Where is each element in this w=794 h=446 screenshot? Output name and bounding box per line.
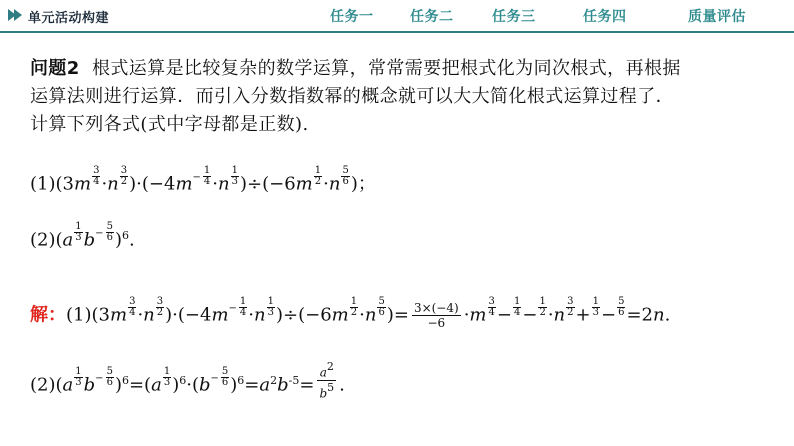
problem-text-3: 计算下列各式(式中字母都是正数). <box>30 114 309 135</box>
solution-1-result: =2 <box>626 304 653 326</box>
problem-line-1 <box>30 55 770 83</box>
coefficient-fraction <box>412 301 461 330</box>
question-2-expression: (2)(a $\frac{1}{3}$ b− $\frac{5}{6}$ )$^6$. <box>30 221 135 251</box>
solution-1-expression: 解：(1)(3m $\frac{3}{4}$ ·n $\frac{3}{2}$ )·(−4m− $\frac{1}{4}$ ·n $\frac{1}{3}$ )÷(−6m $\frac{1}{2}$ ·n $\frac{5}{6}$ )= $\frac{3\times(-4)}{-6}$ ·m $\frac{3}{4}$ − $\frac{1}{4}$ − $\frac{1}{2}$ ·n $\frac{3}{2}$ + $\frac{1}{3}$ − $\frac{5}{6}$ =2n. <box>30 296 671 331</box>
coefficient-numerator: 3×(−4) <box>413 301 459 316</box>
question-1-expression: (1)(3m $\frac{3}{4}$ ·n $\frac{3}{2}$ )·(−4m− $\frac{1}{4}$ ·n $\frac{1}{3}$ )÷(−6m $\frac{1}{2}$ ·n $\frac{5}{6}$ )； <box>30 165 376 195</box>
tab-task-3[interactable]: 任务三 <box>492 9 536 25</box>
tab-task-1[interactable]: 任务一 <box>330 9 374 25</box>
solution-1-label: (1) <box>66 304 92 326</box>
problem-label: 问题2 <box>30 58 80 79</box>
top-navigation-bar <box>0 0 794 32</box>
tab-quality-assessment[interactable]: 质量评估 <box>688 9 746 25</box>
header-divider <box>0 31 794 33</box>
solution-2-label: (2) <box>30 374 56 396</box>
solution-2-expression: (2)(a $\frac{1}{3}$ b− $\frac{5}{6}$ )$^6$=(a $\frac{1}{3}$ )$^6$·(b− $\frac{5}{6}$ )$^6=a^2b^{-5}=$ $\frac{a2}{b5}$ . <box>30 360 345 401</box>
play-triangle-icon <box>8 9 22 21</box>
tab-task-2[interactable]: 任务二 <box>410 9 454 25</box>
section-title: 单元活动构建 <box>28 11 110 26</box>
solution-label: 解： <box>30 304 66 326</box>
problem-text-2: 运算法则进行运算．而引入分数指数幂的概念就可以大大简化根式运算过程了． <box>30 86 674 107</box>
question-1-label: (1) <box>30 173 56 195</box>
tab-task-4[interactable]: 任务四 <box>583 9 627 25</box>
coefficient-denominator: −6 <box>427 316 446 331</box>
question-2-label: (2) <box>30 229 56 251</box>
solution-1-result-var: n <box>653 304 665 326</box>
problem-statement <box>30 55 770 139</box>
problem-text-1: 根式运算是比较复杂的数学运算，常常需要把根式化为同次根式，再根据 <box>91 58 681 79</box>
